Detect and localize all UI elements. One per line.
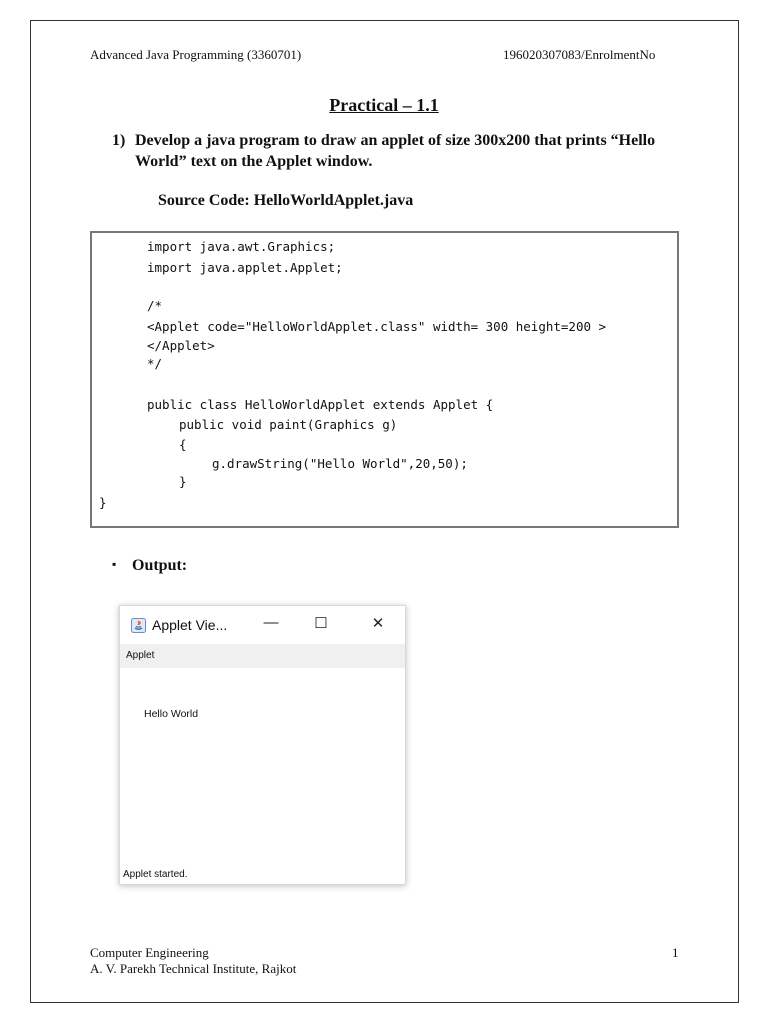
output-label: Output: (132, 557, 188, 574)
close-button[interactable]: ✕ (371, 615, 385, 632)
footer-institute: A. V. Parekh Technical Institute, Rajkot (90, 961, 297, 976)
code-line: import java.applet.Applet; (147, 260, 343, 275)
applet-output-text: Hello World (144, 708, 199, 720)
window-titlebar[interactable] (120, 606, 405, 644)
code-line: } (179, 474, 187, 489)
page-number: 1 (672, 945, 679, 960)
header-enrolment: 196020307083/EnrolmentNo (503, 47, 656, 62)
menu-bar (120, 644, 405, 668)
code-line: } (99, 495, 107, 510)
window-title: Applet Vie... (152, 617, 228, 633)
applet-viewer-window (119, 605, 406, 885)
maximize-button[interactable]: ☐ (314, 615, 328, 632)
code-line: g.drawString("Hello World",20,50); (212, 456, 468, 471)
footer-department: Computer Engineering (90, 945, 209, 960)
practical-title: Practical – 1.1 (329, 95, 439, 115)
code-line: public class HelloWorldApplet extends Applet { (147, 397, 494, 412)
code-line: */ (147, 356, 163, 371)
bullet-icon: ▪ (112, 557, 117, 571)
question-number: 1) (112, 132, 126, 149)
source-code-heading: Source Code: HelloWorldApplet.java (158, 192, 414, 209)
status-bar-text: Applet started. (123, 869, 188, 880)
code-line: /* (147, 298, 163, 313)
minimize-button[interactable]: — (263, 614, 279, 631)
code-line: import java.awt.Graphics; (147, 239, 336, 254)
code-block (90, 231, 679, 528)
question (112, 130, 672, 172)
question-text: Develop a java program to draw an applet of size 300x200 that prints “Hello World” text on the Applet window. (135, 132, 656, 170)
code-line: </Applet> (147, 338, 215, 353)
header-course: Advanced Java Programming (3360701) (90, 47, 302, 62)
code-line: public void paint(Graphics g) (179, 417, 398, 432)
output-heading (112, 557, 187, 575)
java-icon (131, 618, 146, 633)
menu-applet[interactable]: Applet (126, 650, 155, 661)
code-line: <Applet code="HelloWorldApplet.class" width= 300 height=200 > (147, 319, 607, 334)
code-line: { (179, 437, 187, 452)
